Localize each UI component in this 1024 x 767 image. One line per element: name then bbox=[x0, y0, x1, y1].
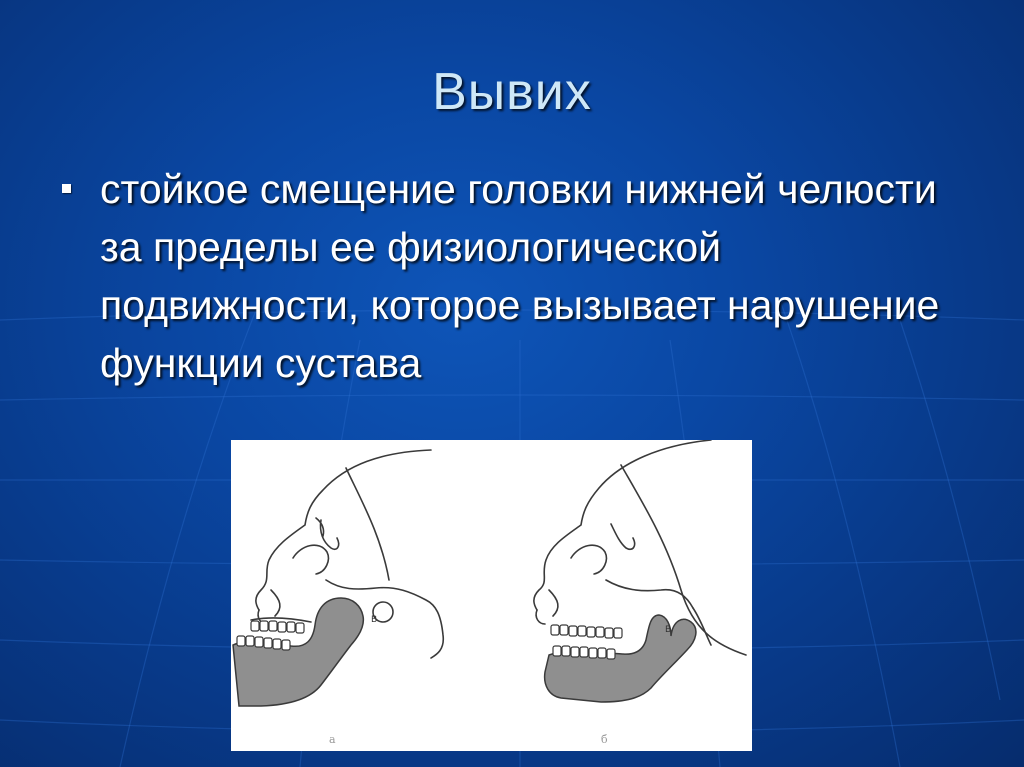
bullet-text: стойкое смещение головки нижней челюсти за пределы ее физиологической подвижности, которое вызывает нарушение функции сустава bbox=[100, 166, 940, 386]
bullet-square-icon bbox=[62, 184, 71, 193]
skull-illustration bbox=[231, 440, 752, 751]
skull-drawing bbox=[231, 440, 752, 751]
slide-title: Вывих bbox=[432, 63, 592, 121]
caption-left: а bbox=[329, 733, 336, 746]
upper-teeth-a bbox=[251, 621, 304, 633]
upper-teeth-b bbox=[551, 625, 622, 638]
mark-left: В bbox=[371, 615, 378, 625]
mandible-a bbox=[233, 598, 363, 706]
skull-b bbox=[534, 440, 746, 655]
mark-right: В bbox=[665, 625, 672, 635]
caption-right: б bbox=[601, 733, 608, 746]
